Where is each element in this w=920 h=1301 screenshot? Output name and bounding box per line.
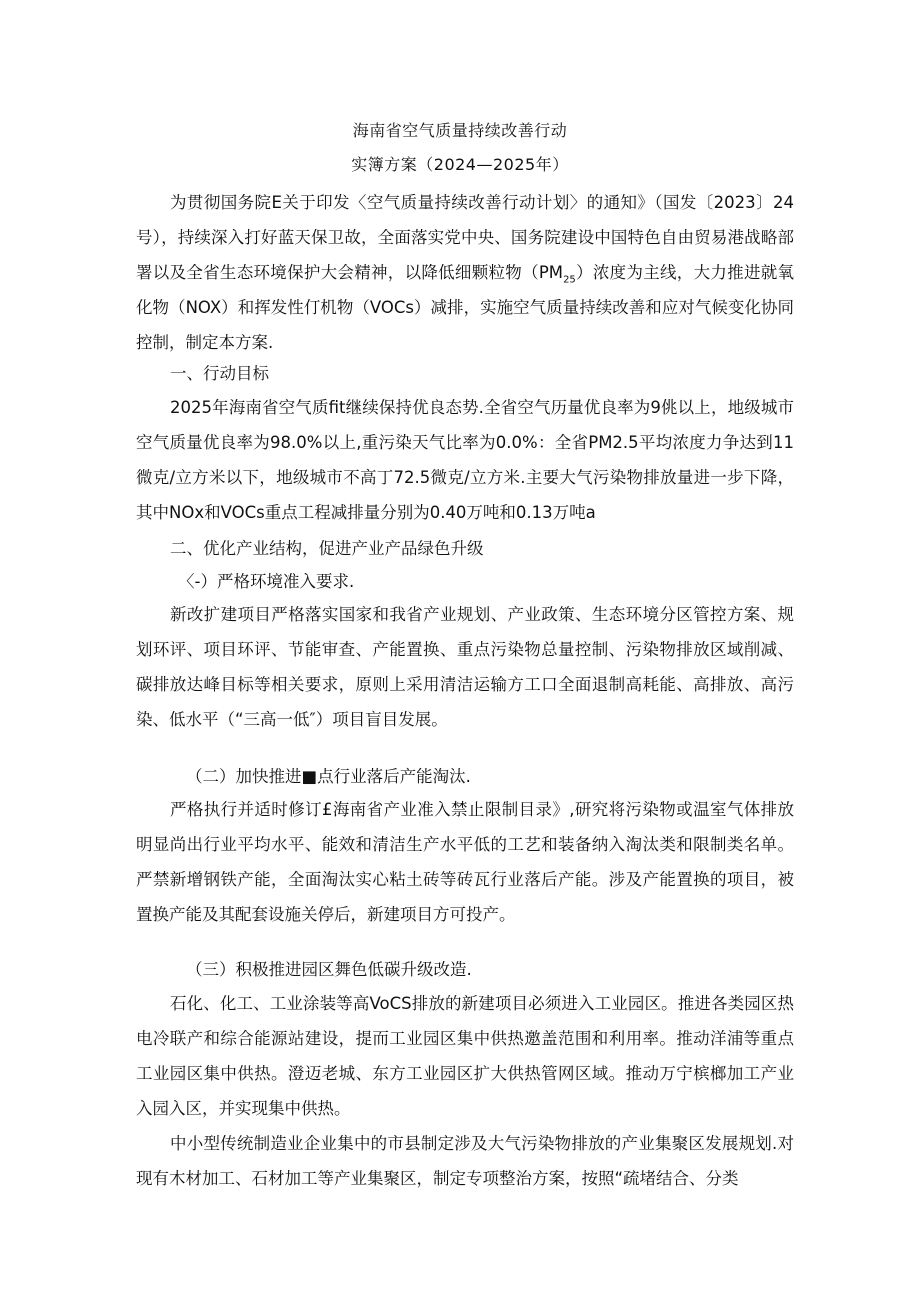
subsection1-heading: 〈-）严格环境准入要求. (178, 572, 355, 591)
intro-text-part1: 为贯彻国务院E关于印发〈空气质量持续改善行动计划〉的通知》（国发〔2023〕24号），持续深入打好蓝天保卫故，全面落实党中央、国务院建设中国特色自由贸易港战略部署以及全省生态环境保护大会精神，以降低细颗粒物（PM (136, 193, 794, 282)
subsection3-paragraph2: 中小型传统制造业企业集中的市县制定涉及大气污染物排放的产业集聚区发展规划.对现有木材加工、石材加工等产业集聚区，制定专项整治方案，按照“疏堵结合、分类 (136, 1134, 794, 1188)
subsection1-paragraph: 新改扩建项目严格落实国家和我省产业规划、产业政策、生态环境分区管控方案、规划环评、项目环评、节能审查、产能置换、重点污染物总量控制、污染物排放区域削减、碳排放达峰目标等相关要求，原则上采用清洁运输方工口全面退制高耗能、高排放、高污染、低水平（“三高一低″）项目盲目发展。 (136, 605, 794, 729)
section2-heading: 二、优化产业结构，促进产业产品绿色升级 (170, 539, 484, 558)
intro-text-part2: ）浓度为主线，大力推进就氧化物（NOX）和挥发性仃机物（VOCs）减排，实施空气质量持续改善和应对气候变化协同控制，制定本方案. (136, 263, 795, 352)
document-title-line2: 实簿方案（2024—2025年） (351, 155, 569, 174)
section1-paragraph: 2025年海南省空气质fit继续保持优良态势.全省空气历量优良率为9佻以上，地级城市空气质量优良率为98.0%以上,重污染天气比率为0.0%：全省PM2.5平均浓度力争达到11微克/立方米以下，地级城市不高丁72.5微克/立方米.主要大气污染物排放量进一步下降，其中NOx和VOCs重点工程减排量分别为0.40万吨和0.13万吨a (136, 398, 794, 522)
intro-paragraph (136, 185, 794, 360)
subsection3-paragraph1: 石化、化工、工业涂装等高VoCS排放的新建项目必须进入工业园区。推进各类园区热电冷联产和综合能源站建设，提而工业园区集中供热邀盖范围和利用率。推动洋浦等重点工业园区集中供热。澄迈老城、东方工业园区扩大供热管网区域。推动万宁槟榔加工产业入园入区，并实现集中供热。 (136, 994, 794, 1118)
pm25-subscript: 25 (563, 274, 576, 286)
subsection2-heading: （二）加快推进■点行业落后产能淘汰. (186, 767, 471, 786)
section1-heading: 一、行动目标 (170, 364, 269, 383)
subsection2-paragraph: 严格执行并适时修订£海南省产业准入禁止限制目录》,研究将污染物或温室气体排放明显尚出行业平均水平、能效和清洁生产水平低的工艺和装备纳入淘汰类和限制类名单。严禁新增钢铁产能，全面淘汰实心粘土砖等砖瓦行业落后产能。涉及产能置换的项目，被置换产能及其配套设施关停后，新建项目方可投产。 (136, 800, 794, 924)
document-title-line1: 海南省空气质量持续改善行动 (352, 121, 568, 140)
subsection3-heading: （三）积极推进园区舞色低碳升级改造. (186, 960, 472, 979)
